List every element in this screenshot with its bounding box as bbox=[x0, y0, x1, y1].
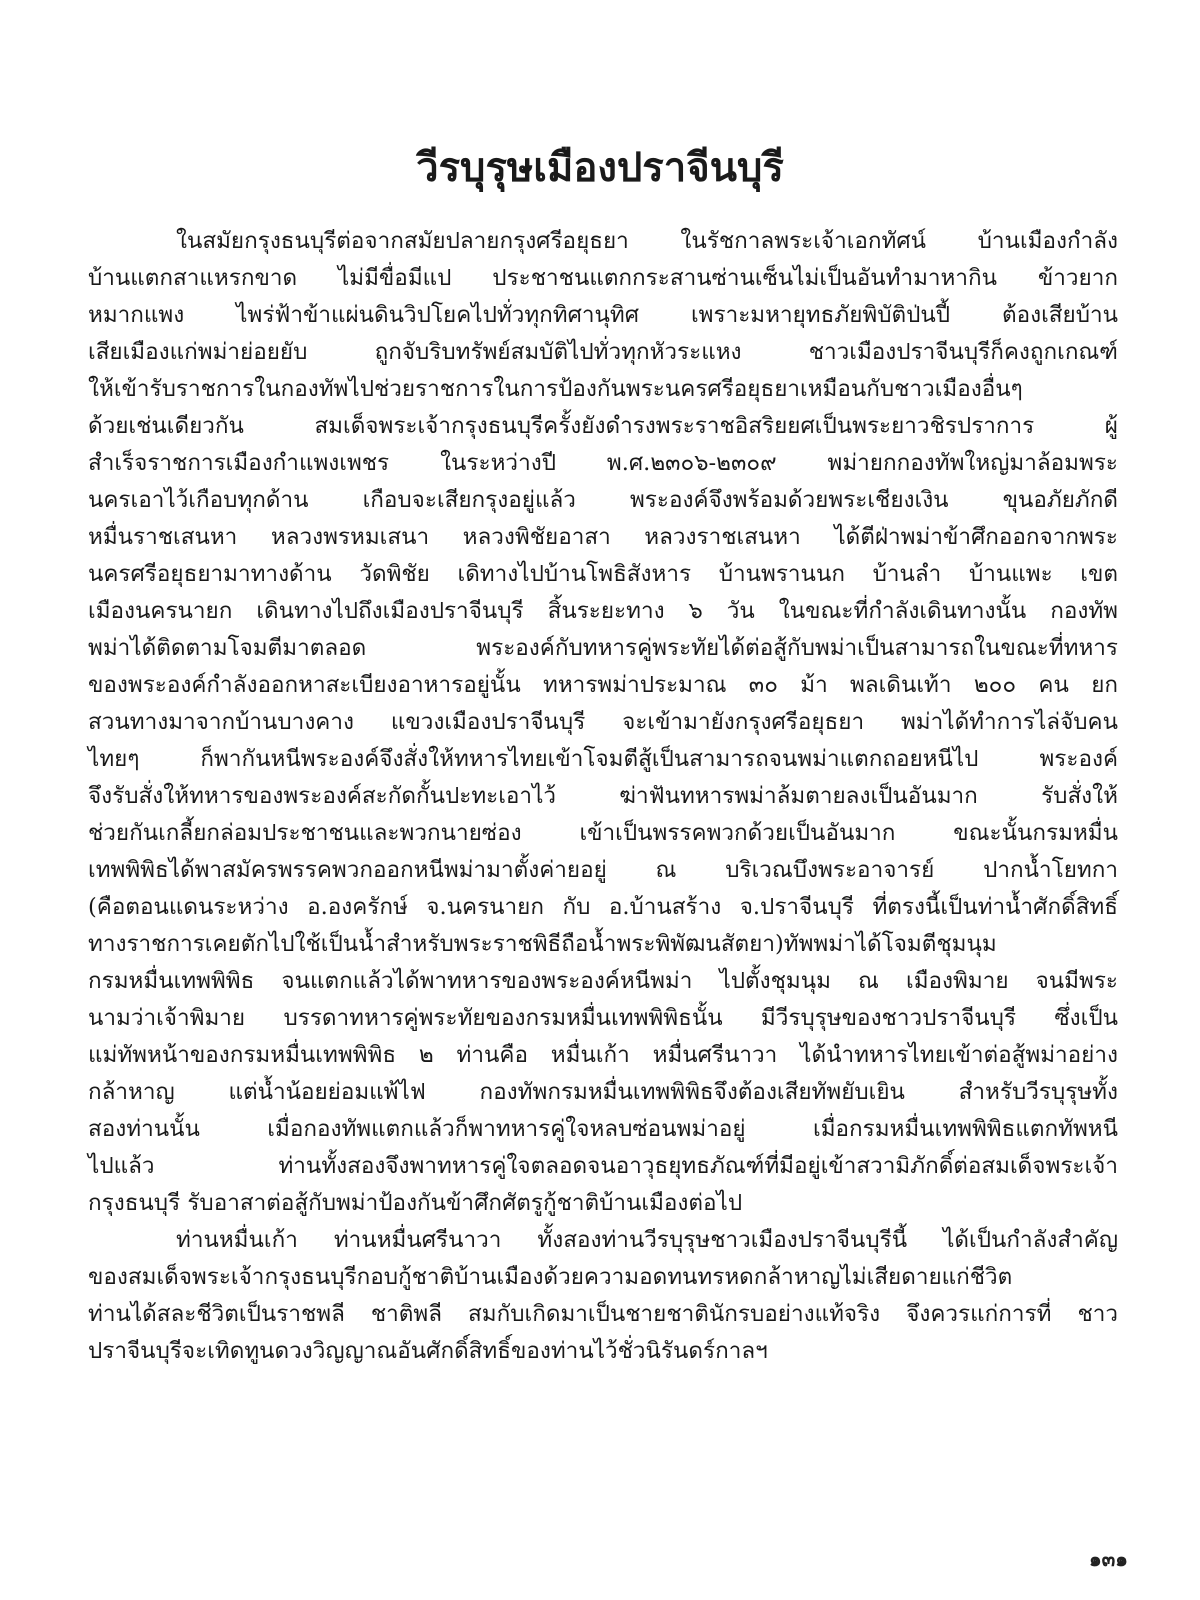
text-line: ไปแล้ว ท่านทั้งสองจึงพาทหารคู่ใจตลอดจนอาวุธยุทธภัณฑ์ที่มีอยู่เข้าสวามิภักดิ์ต่อสมเด็จพระเจ้า bbox=[88, 1153, 1118, 1179]
text-line: (คือตอนแดนระหว่าง อ.องครักษ์ จ.นครนายก กับ อ.บ้านสร้าง จ.ปราจีนบุรี ที่ตรงนี้เป็นท่าน้ำศักดิ์สิทธิ์ bbox=[88, 894, 1118, 920]
text-line: ให้เข้ารับราชการในกองทัพไปช่วยราชการในการป้องกันพระนครศรีอยุธยาเหมือนกับชาวเมืองอื่นๆ bbox=[88, 376, 1023, 402]
text-line: พม่าได้ติดตามโจมตีมาตลอด พระองค์กับทหารคู่พระทัยได้ต่อสู้กับพม่าเป็นสามารถในขณะที่ทหาร bbox=[88, 635, 1118, 661]
text-line: ทางราชการเคยตักไปใช้เป็นน้ำสำหรับพระราชพิธีถือน้ำพระพิพัฒนสัตยา)ทัพพม่าได้โจมตีชุมนุม bbox=[88, 931, 997, 957]
text-line: หมากแพง ไพร่ฟ้าข้าแผ่นดินวิปโยคไปทั่วทุกทิศานุทิศ เพราะมหายุทธภัยพิบัติป่นปี้ ต้องเสียบ้าน bbox=[88, 302, 1118, 328]
page-title: วีรบุรุษเมืองปราจีนบุรี bbox=[416, 144, 784, 191]
text-line: ช่วยกันเกลี้ยกล่อมประชาชนและพวกนายซ่อง เข้าเป็นพรรคพวกด้วยเป็นอันมาก ขณะนั้นกรมหมื่น bbox=[88, 820, 1118, 846]
text-line: กล้าหาญ แต่น้ำน้อยย่อมแพ้ไฟ กองทัพกรมหมื่นเทพพิพิธจึงต้องเสียทัพยับเยิน สำหรับวีรบุรุษทั้ง bbox=[88, 1079, 1118, 1105]
text-line: ปราจีนบุรีจะเทิดทูนดวงวิญญาณอันศักดิ์สิทธิ์ของท่านไว้ชั่วนิรันดร์กาลฯ bbox=[88, 1338, 768, 1364]
text-line: ของสมเด็จพระเจ้ากรุงธนบุรีกอบกู้ชาติบ้านเมืองด้วยความอดทนทรหดกล้าหาญไม่เสียดายแก่ชีวิต bbox=[88, 1264, 1013, 1290]
text-line: จึงรับสั่งให้ทหารของพระองค์สะกัดกั้นปะทะเอาไว้ ฆ่าฟันทหารพม่าล้มตายลงเป็นอันมาก รับสั่งให้ bbox=[88, 783, 1118, 809]
text-line: เมืองนครนายก เดินทางไปถึงเมืองปราจีนบุรี สิ้นระยะทาง ๖ วัน ในขณะที่กำลังเดินทางนั้น กองทัพ bbox=[88, 598, 1118, 624]
text-line: เสียเมืองแก่พม่าย่อยยับ ถูกจับริบทรัพย์สมบัติไปทั่วทุกหัวระแหง ชาวเมืองปราจีนบุรีก็คงถูกเกณฑ์ bbox=[88, 339, 1118, 365]
text-line: นครเอาไว้เกือบทุกด้าน เกือบจะเสียกรุงอยู่แล้ว พระองค์จึงพร้อมด้วยพระเชียงเงิน ขุนอภัยภักดี bbox=[88, 487, 1118, 513]
text-line: กรมหมื่นเทพพิพิธ จนแตกแล้วได้พาทหารของพระองค์หนีพม่า ไปตั้งชุมนุม ณ เมืองพิมาย จนมีพระ bbox=[88, 968, 1118, 994]
text-line: ด้วยเช่นเดียวกัน สมเด็จพระเจ้ากรุงธนบุรีครั้งยังดำรงพระราชอิสริยยศเป็นพระยาวชิรปราการ ผู้ bbox=[88, 413, 1118, 439]
text-line: ไทยๆ ก็พากันหนีพระองค์จึงสั่งให้ทหารไทยเข้าโจมตีสู้เป็นสามารถจนพม่าแตกถอยหนีไป พระองค์ bbox=[88, 746, 1118, 772]
text-line: นามว่าเจ้าพิมาย บรรดาทหารคู่พระทัยของกรมหมื่นเทพพิพิธนั้น มีวีรบุรุษของชาวปราจีนบุรี ซึ่งเป็น bbox=[88, 1005, 1118, 1031]
text-line: ของพระองค์กำลังออกหาสะเบียงอาหารอยู่นั้น ทหารพม่าประมาณ ๓๐ ม้า พลเดินเท้า ๒๐๐ คน ยก bbox=[88, 672, 1118, 698]
text-line: สองท่านนั้น เมื่อกองทัพแตกแล้วก็พาทหารคู่ใจหลบซ่อนพม่าอยู่ เมื่อกรมหมื่นเทพพิพิธแตกทัพหนี bbox=[88, 1116, 1118, 1142]
text-line: ท่านได้สละชีวิตเป็นราชพลี ชาติพลี สมกับเกิดมาเป็นชายชาตินักรบอย่างแท้จริง จึงควรแก่การที่ ชาว bbox=[88, 1301, 1118, 1327]
text-line: หมื่นราชเสนหา หลวงพรหมเสนา หลวงพิชัยอาสา หลวงราชเสนหา ได้ตีฝ่าพม่าข้าศึกออกจากพระ bbox=[88, 524, 1118, 550]
text-line: แม่ทัพหน้าของกรมหมื่นเทพพิพิธ ๒ ท่านคือ หมื่นเก้า หมื่นศรีนาวา ได้นำทหารไทยเข้าต่อสู้พม่าอย่าง bbox=[88, 1042, 1118, 1068]
text-line: ท่านหมื่นเก้า ท่านหมื่นศรีนาวา ทั้งสองท่านวีรบุรุษชาวเมืองปราจีนบุรีนี้ ได้เป็นกำลังสำคัญ bbox=[176, 1227, 1118, 1253]
page-number: ๑๓๑ bbox=[1088, 1547, 1128, 1571]
text-line: บ้านแตกสาแหรกขาด ไม่มีขื่อมีแป ประชาชนแตกกระสานซ่านเซ็นไม่เป็นอันทำมาหากิน ข้าวยาก bbox=[88, 265, 1118, 291]
text-line: ในสมัยกรุงธนบุรีต่อจากสมัยปลายกรุงศรีอยุธยา ในรัชกาลพระเจ้าเอกทัศน์ บ้านเมืองกำลัง bbox=[176, 228, 1118, 254]
text-line: สวนทางมาจากบ้านบางคาง แขวงเมืองปราจีนบุรี จะเข้ามายังกรุงศรีอยุธยา พม่าได้ทำการไล่จับคน bbox=[88, 709, 1118, 735]
text-line: กรุงธนบุรี รับอาสาต่อสู้กับพม่าป้องกันข้าศึกศัตรูกู้ชาติบ้านเมืองต่อไป bbox=[88, 1190, 743, 1216]
text-line: เทพพิพิธได้พาสมัครพรรคพวกออกหนีพม่ามาตั้งค่ายอยู่ ณ บริเวณบึงพระอาจารย์ ปากน้ำโยทกา bbox=[88, 857, 1118, 883]
text-line: นครศรีอยุธยามาทางด้าน วัดพิชัย เดิทางไปบ้านโพธิสังหาร บ้านพรานนก บ้านลำ บ้านแพะ เขต bbox=[88, 561, 1118, 587]
text-line: สำเร็จราชการเมืองกำแพงเพชร ในระหว่างปี พ.ศ.๒๓๐๖-๒๓๐๙ พม่ายกกองทัพใหญ่มาล้อมพระ bbox=[88, 450, 1118, 476]
